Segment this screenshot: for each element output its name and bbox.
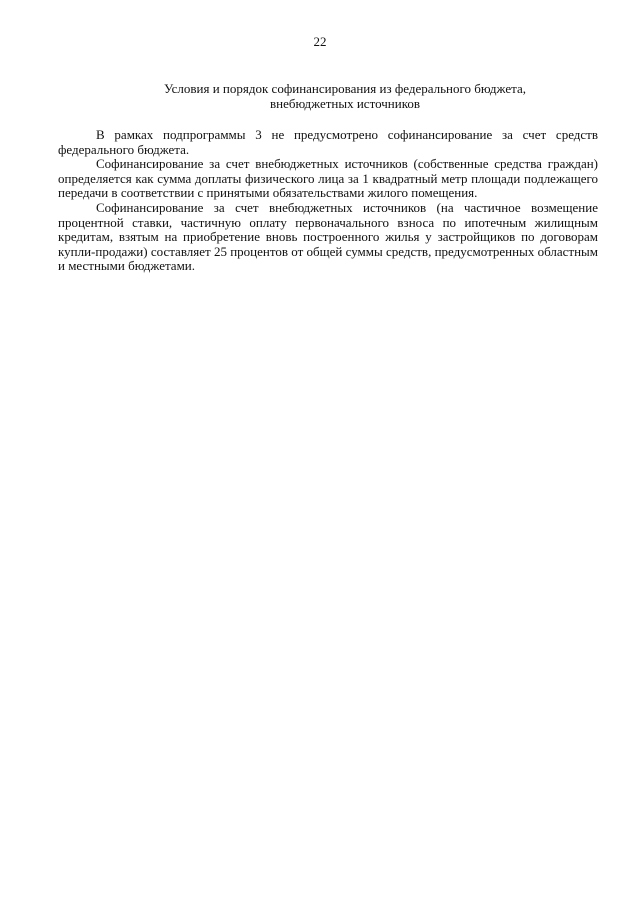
section-title-line-1: Условия и порядок софинансирования из федерального бюджета,	[164, 81, 526, 96]
section-title	[140, 81, 550, 111]
section-title-line-2: внебюджетных источников	[270, 96, 420, 111]
paragraph-federal-budget: В рамках подпрограммы 3 не предусмотрено софинансирование за счет средств федерального бюджета.	[58, 127, 598, 157]
page-number: 22	[313, 34, 327, 49]
document-body	[58, 128, 598, 274]
paragraph-citizen-funds: Софинансирование за счет внебюджетных источников (собственные средства граждан) определяется как сумма доплаты физического лица за 1 квадратный метр площади подлежащего передачи в соответствии с принятыми обязательствами жилого помещения.	[58, 156, 598, 201]
paragraph-mortgage-compensation: Софинансирование за счет внебюджетных источников (на частичное возмещение процентной ставки, частичную оплату первоначального взноса по ипотечным жилищным кредитам, взятым на приобретение вновь построенного жилья у застройщиков по договорам купли-продажи) составляет 25 процентов от общей суммы средств, предусмотренных областным и местными бюджетами.	[58, 199, 598, 274]
